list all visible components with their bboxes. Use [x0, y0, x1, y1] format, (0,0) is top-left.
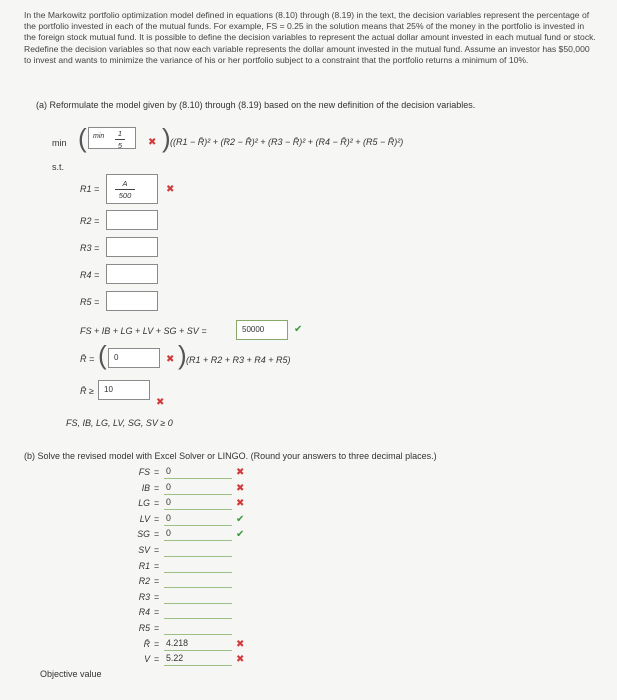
equals-sign: = [154, 607, 160, 617]
objective-value-label: Objective value [40, 669, 102, 679]
answer-var-label: IB [141, 483, 150, 493]
r1-fraction-den: 500 [118, 191, 132, 200]
answer-input[interactable] [164, 605, 232, 619]
min-fraction-num: 1 [117, 129, 123, 138]
equals-sign: = [154, 514, 160, 524]
left-paren: ( [98, 340, 107, 370]
equals-sign: = [154, 467, 160, 477]
wrong-mark: ✖ [236, 483, 245, 494]
r1-input[interactable] [106, 174, 158, 204]
rmin-label: R̄ ≥ [80, 386, 94, 396]
min-label: min [52, 138, 67, 148]
answer-input[interactable]: 0 [164, 481, 232, 495]
r3-label: R3 = [80, 243, 100, 253]
fraction-bar [115, 139, 125, 140]
wrong-mark: ✖ [166, 354, 175, 365]
equals-sign: = [154, 545, 160, 555]
answer-input[interactable]: 0 [164, 465, 232, 479]
nonnegativity: FS, IB, LG, LV, SG, SV ≥ 0 [66, 418, 173, 428]
answer-var-label: FS [138, 467, 150, 477]
answer-var-label: R5 [138, 623, 150, 633]
equals-sign: = [154, 561, 160, 571]
answer-var-label: SV [138, 545, 150, 555]
objective-expression: ((R1 − R̄)² + (R2 − R̄)² + (R3 − R̄)² + (R4 − R̄)² + (R5 − R̄)²) [170, 137, 404, 147]
min-fraction-den: 5 [117, 141, 123, 150]
wrong-mark: ✖ [236, 639, 245, 650]
left-paren: ( [78, 123, 87, 153]
correct-mark: ✔ [236, 529, 245, 540]
budget-value: 50000 [242, 325, 265, 334]
wrong-mark: ✖ [148, 137, 157, 148]
correct-mark: ✔ [236, 514, 245, 525]
rbar-coefficient-input[interactable] [108, 348, 160, 368]
r2-label: R2 = [80, 216, 100, 226]
r2-input[interactable] [106, 210, 158, 230]
equals-sign: = [154, 654, 160, 664]
r5-label: R5 = [80, 297, 100, 307]
min-coefficient-box[interactable] [88, 127, 136, 149]
answer-var-label: V [144, 654, 150, 664]
wrong-mark: ✖ [236, 498, 245, 509]
answer-input[interactable] [164, 559, 232, 573]
part-a-label: (a) Reformulate the model given by (8.10) through (8.19) based on the new definition of the decision variables. [36, 100, 476, 110]
answer-var-label: R3 [138, 592, 150, 602]
equals-sign: = [154, 592, 160, 602]
wrong-mark: ✖ [156, 397, 165, 408]
equals-sign: = [154, 498, 160, 508]
rbar-expression: (R1 + R2 + R3 + R4 + R5) [186, 355, 291, 365]
budget-input[interactable] [236, 320, 288, 340]
answer-input[interactable]: 0 [164, 512, 232, 526]
answer-input[interactable] [164, 590, 232, 604]
answer-input[interactable]: 4.218 [164, 637, 232, 651]
r5-input[interactable] [106, 291, 158, 311]
equals-sign: = [154, 623, 160, 633]
answer-var-label: R̄ [143, 639, 150, 649]
right-paren: ) [162, 123, 171, 153]
min-fraction [115, 129, 125, 150]
min-dropdown-text: min [93, 133, 105, 140]
problem-intro: In the Markowitz portfolio optimization model defined in equations (8.10) through (8.19) in the text, the decision variables represent the percentage of the portfolio invested in each of the mutual funds. For example, FS = 0.25 in the solution means that 25% of the money in the portfolio is invested in the foreign stock mutual fund. It is possible to define the decision variables to represent the actual dollar amount invested in each mutual fund or stock. Redefine the decision variables so that now each variable represents the dollar amount invested in the mutual fund. Assume an investor has $50,000 to invest and wants to minimize the variance of his or her portfolio subject to a constraint that the portfolio returns a minimum of 10%. [24, 10, 596, 65]
answer-input[interactable] [164, 543, 232, 557]
rbar-label: R̄ = [80, 354, 95, 364]
rmin-value: 10 [104, 385, 113, 394]
budget-expression: FS + IB + LG + LV + SG + SV = [80, 326, 207, 336]
rmin-input[interactable] [98, 380, 150, 400]
wrong-mark: ✖ [236, 467, 245, 478]
equals-sign: = [154, 483, 160, 493]
wrong-mark: ✖ [166, 184, 175, 195]
fraction-bar [115, 189, 135, 190]
answer-var-label: LG [138, 498, 150, 508]
answer-var-label: R2 [138, 576, 150, 586]
r4-input[interactable] [106, 264, 158, 284]
answer-input[interactable]: 0 [164, 527, 232, 541]
answer-var-label: SG [137, 529, 150, 539]
r1-fraction [115, 179, 135, 200]
answer-input[interactable]: 5.22 [164, 652, 232, 666]
right-paren: ) [178, 340, 187, 370]
equals-sign: = [154, 529, 160, 539]
answer-input[interactable] [164, 621, 232, 635]
answer-input[interactable] [164, 574, 232, 588]
r4-label: R4 = [80, 270, 100, 280]
correct-mark: ✔ [294, 324, 303, 335]
equals-sign: = [154, 639, 160, 649]
r1-label: R1 = [80, 184, 100, 194]
answer-input[interactable]: 0 [164, 496, 232, 510]
answer-var-label: LV [139, 514, 150, 524]
rbar-coefficient-value: 0 [114, 353, 119, 362]
equals-sign: = [154, 576, 160, 586]
wrong-mark: ✖ [236, 654, 245, 665]
st-label: s.t. [52, 162, 65, 172]
r3-input[interactable] [106, 237, 158, 257]
part-b-label: (b) Solve the revised model with Excel Solver or LINGO. (Round your answers to three decimal places.) [24, 451, 437, 461]
r1-fraction-num: A [122, 179, 128, 188]
answer-var-label: R1 [138, 561, 150, 571]
answer-var-label: R4 [138, 607, 150, 617]
